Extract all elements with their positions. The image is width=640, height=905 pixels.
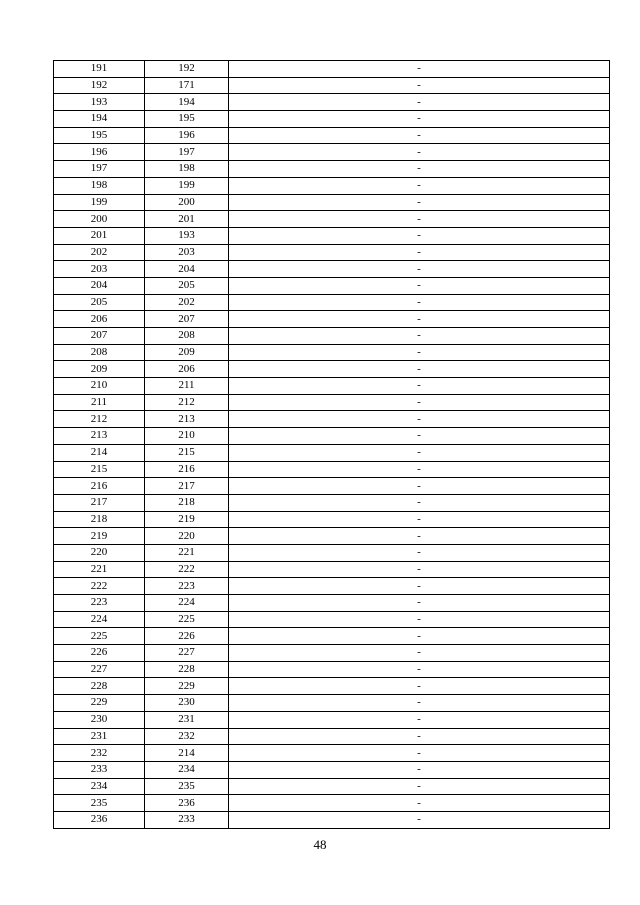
table-row [54, 444, 610, 461]
table-cell: 192 [54, 77, 145, 94]
table-cell: - [229, 378, 610, 395]
table-cell: - [229, 478, 610, 495]
table-row [54, 778, 610, 795]
table-cell: 226 [145, 628, 229, 645]
table-cell: 230 [145, 695, 229, 712]
table-cell: 224 [145, 595, 229, 612]
table-row [54, 645, 610, 662]
table-cell: 229 [54, 695, 145, 712]
table-row [54, 244, 610, 261]
table-cell: 234 [54, 778, 145, 795]
table-cell: - [229, 695, 610, 712]
table-cell: 218 [54, 511, 145, 528]
table-cell: - [229, 211, 610, 228]
table-cell: - [229, 528, 610, 545]
table-cell: - [229, 595, 610, 612]
table-cell: 217 [145, 478, 229, 495]
table-row [54, 428, 610, 445]
table-cell: - [229, 444, 610, 461]
table-row [54, 361, 610, 378]
table-cell: 232 [54, 745, 145, 762]
table-cell: 204 [145, 261, 229, 278]
table-row [54, 277, 610, 294]
table-cell: 201 [54, 227, 145, 244]
table-row [54, 544, 610, 561]
table-row [54, 77, 610, 94]
table-cell: 197 [54, 161, 145, 178]
table-cell: - [229, 344, 610, 361]
table-cell: 219 [145, 511, 229, 528]
table-cell: 207 [54, 328, 145, 345]
table-cell: 203 [145, 244, 229, 261]
table-cell: - [229, 328, 610, 345]
table-cell: - [229, 127, 610, 144]
table-cell: 236 [54, 811, 145, 828]
table-cell: 191 [54, 61, 145, 78]
table-row [54, 745, 610, 762]
table-cell: - [229, 144, 610, 161]
table-cell: 205 [145, 277, 229, 294]
table-row [54, 561, 610, 578]
table-cell: - [229, 394, 610, 411]
table-row [54, 695, 610, 712]
table-row [54, 511, 610, 528]
table-cell: - [229, 511, 610, 528]
table-cell: - [229, 161, 610, 178]
table-cell: - [229, 728, 610, 745]
table-cell: 225 [145, 611, 229, 628]
table-row [54, 478, 610, 495]
table-cell: 221 [54, 561, 145, 578]
table-cell: 202 [54, 244, 145, 261]
table-row [54, 111, 610, 128]
table-cell: - [229, 561, 610, 578]
table-cell: 228 [145, 661, 229, 678]
table-cell: 196 [54, 144, 145, 161]
table-cell: 201 [145, 211, 229, 228]
table-row [54, 611, 610, 628]
table-cell: 213 [145, 411, 229, 428]
table-cell: 192 [145, 61, 229, 78]
table-row [54, 661, 610, 678]
table-row [54, 127, 610, 144]
table-cell: 195 [54, 127, 145, 144]
table-row [54, 378, 610, 395]
table-cell: 210 [54, 378, 145, 395]
table-row [54, 344, 610, 361]
table-cell: 216 [54, 478, 145, 495]
table-cell: - [229, 311, 610, 328]
table-row [54, 177, 610, 194]
table-cell: - [229, 544, 610, 561]
table-cell: 204 [54, 277, 145, 294]
table-row [54, 411, 610, 428]
table-cell: 205 [54, 294, 145, 311]
table-cell: - [229, 678, 610, 695]
table-cell: 225 [54, 628, 145, 645]
table-cell: 230 [54, 711, 145, 728]
table-cell: - [229, 811, 610, 828]
table-cell: 234 [145, 761, 229, 778]
table-cell: 227 [54, 661, 145, 678]
table-row [54, 227, 610, 244]
table-cell: 223 [54, 595, 145, 612]
table-cell: 219 [54, 528, 145, 545]
table-cell: 199 [145, 177, 229, 194]
table-cell: 218 [145, 494, 229, 511]
table-cell: 171 [145, 77, 229, 94]
table-cell: - [229, 661, 610, 678]
table-cell: 206 [54, 311, 145, 328]
table-row [54, 294, 610, 311]
table-row [54, 94, 610, 111]
table-cell: 195 [145, 111, 229, 128]
table-cell: 198 [54, 177, 145, 194]
table-cell: 229 [145, 678, 229, 695]
table-cell: - [229, 77, 610, 94]
table-cell: - [229, 461, 610, 478]
table-cell: 220 [54, 544, 145, 561]
table-cell: 207 [145, 311, 229, 328]
table-cell: 227 [145, 645, 229, 662]
table-cell: 212 [54, 411, 145, 428]
table-cell: 216 [145, 461, 229, 478]
table-row [54, 461, 610, 478]
table-cell: 226 [54, 645, 145, 662]
table-cell: 210 [145, 428, 229, 445]
table-cell: 194 [145, 94, 229, 111]
table-cell: - [229, 111, 610, 128]
table-cell: 217 [54, 494, 145, 511]
table-cell: - [229, 611, 610, 628]
table-cell: - [229, 94, 610, 111]
table-cell: 193 [54, 94, 145, 111]
table-cell: - [229, 795, 610, 812]
table-cell: - [229, 227, 610, 244]
table-cell: 231 [145, 711, 229, 728]
table-cell: - [229, 711, 610, 728]
table-row [54, 61, 610, 78]
table-cell: 224 [54, 611, 145, 628]
table-cell: 215 [145, 444, 229, 461]
table-cell: 214 [145, 745, 229, 762]
table-cell: 233 [54, 761, 145, 778]
table-cell: - [229, 645, 610, 662]
data-table [53, 60, 610, 829]
table-cell: 220 [145, 528, 229, 545]
table-row [54, 811, 610, 828]
table-cell: 212 [145, 394, 229, 411]
table-cell: 193 [145, 227, 229, 244]
table-cell: 209 [145, 344, 229, 361]
table-cell: 199 [54, 194, 145, 211]
table-cell: - [229, 244, 610, 261]
table-cell: 214 [54, 444, 145, 461]
table-cell: - [229, 361, 610, 378]
table-cell: - [229, 411, 610, 428]
table-cell: 203 [54, 261, 145, 278]
table-row [54, 211, 610, 228]
table-row [54, 394, 610, 411]
table-cell: - [229, 428, 610, 445]
table-row [54, 194, 610, 211]
table-row [54, 311, 610, 328]
table-cell: 202 [145, 294, 229, 311]
table-cell: 211 [54, 394, 145, 411]
table-cell: 200 [54, 211, 145, 228]
table-cell: - [229, 778, 610, 795]
table-row [54, 728, 610, 745]
table-cell: - [229, 277, 610, 294]
table-cell: - [229, 194, 610, 211]
table-cell: - [229, 294, 610, 311]
table-cell: 215 [54, 461, 145, 478]
table-cell: 235 [145, 778, 229, 795]
table-cell: 200 [145, 194, 229, 211]
table-cell: 223 [145, 578, 229, 595]
table-body [54, 61, 610, 829]
table-cell: - [229, 628, 610, 645]
table-cell: 222 [145, 561, 229, 578]
table-row [54, 261, 610, 278]
table-cell: - [229, 177, 610, 194]
table-cell: - [229, 745, 610, 762]
table-cell: 235 [54, 795, 145, 812]
table-cell: 208 [145, 328, 229, 345]
table-cell: 196 [145, 127, 229, 144]
table-row [54, 678, 610, 695]
table-row [54, 711, 610, 728]
table-cell: - [229, 578, 610, 595]
table-cell: - [229, 261, 610, 278]
table-cell: 208 [54, 344, 145, 361]
table-cell: 213 [54, 428, 145, 445]
table-cell: 231 [54, 728, 145, 745]
table-cell: 194 [54, 111, 145, 128]
table-cell: 197 [145, 144, 229, 161]
table-cell: 221 [145, 544, 229, 561]
table-row [54, 795, 610, 812]
table-row [54, 595, 610, 612]
table-row [54, 494, 610, 511]
table-row [54, 328, 610, 345]
table-row [54, 578, 610, 595]
table-cell: 222 [54, 578, 145, 595]
table-cell: 232 [145, 728, 229, 745]
table-cell: - [229, 761, 610, 778]
table-cell: 233 [145, 811, 229, 828]
table-cell: - [229, 494, 610, 511]
table-cell: 206 [145, 361, 229, 378]
table-row [54, 761, 610, 778]
table-cell: - [229, 61, 610, 78]
table-row [54, 628, 610, 645]
table-cell: 228 [54, 678, 145, 695]
page-number: 48 [313, 837, 327, 852]
table-cell: 209 [54, 361, 145, 378]
table-cell: 198 [145, 161, 229, 178]
table-row [54, 528, 610, 545]
table-row [54, 161, 610, 178]
table-cell: 236 [145, 795, 229, 812]
table-row [54, 144, 610, 161]
table-cell: 211 [145, 378, 229, 395]
